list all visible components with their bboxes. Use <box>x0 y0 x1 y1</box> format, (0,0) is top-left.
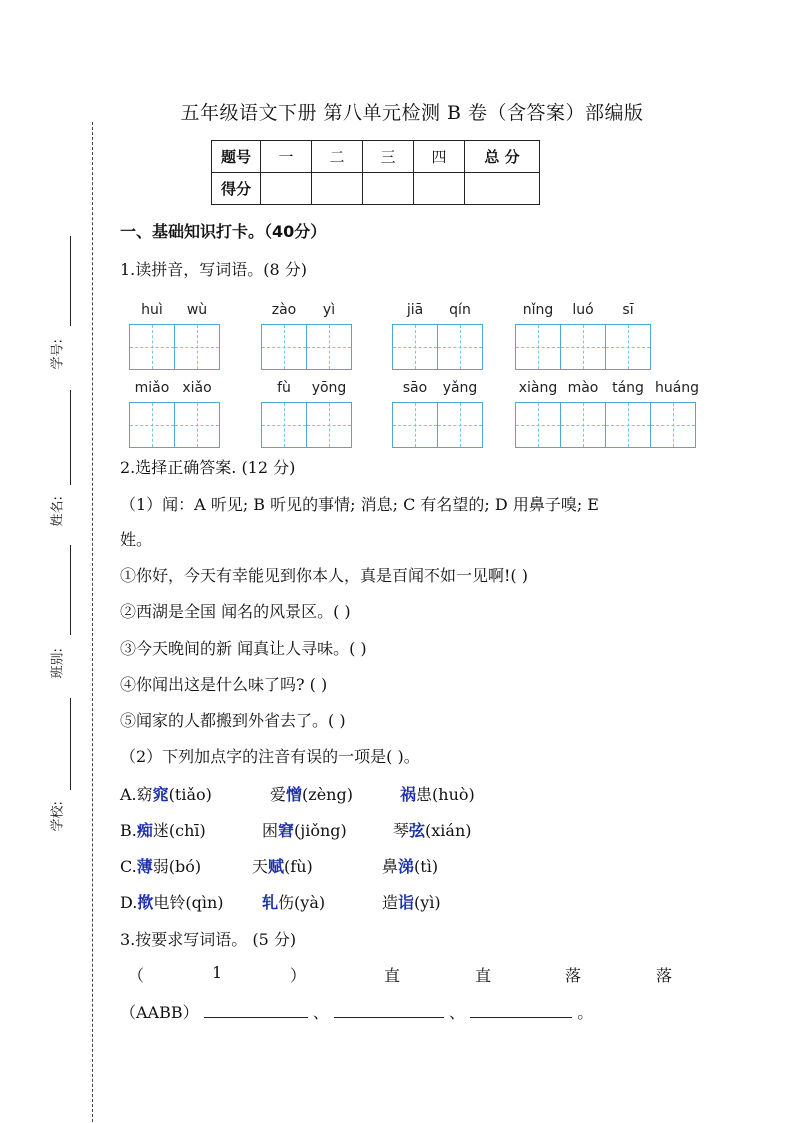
name-label: 姓名: <box>50 496 66 527</box>
class-field <box>40 545 90 695</box>
page-title: 五年级语文下册 第八单元检测 B 卷（含答案）部编版 <box>180 102 644 124</box>
option-a[interactable] <box>120 782 212 805</box>
score-table-header-row <box>212 141 540 173</box>
school-blank[interactable] <box>70 698 71 790</box>
score-row-label: 得分 <box>212 173 261 205</box>
pinyin-label: sāo <box>402 380 428 396</box>
question-2-sub2: （2）下列加点字的注音有误的一项是( )。 <box>120 747 420 766</box>
answer-blank[interactable] <box>334 1002 444 1018</box>
pinyin-annotation: (yà) <box>294 893 326 912</box>
q3-number: 1 <box>212 963 223 982</box>
pinyin-annotation: (tiǎo) <box>168 785 212 804</box>
writing-box[interactable] <box>605 324 651 370</box>
pinyin-label: mào <box>567 380 599 396</box>
pinyin-label: jiā <box>406 302 424 318</box>
q3-paren-close: ） <box>290 966 307 985</box>
pinyin-label: qín <box>449 302 471 318</box>
plain-char: 迷 <box>152 821 169 840</box>
pinyin-annotation: (qìn) <box>185 893 224 912</box>
question-item: ①你好，今天有幸能见到你本人，真是百闻不如一见啊!( ) <box>120 566 529 585</box>
pinyin-annotation: (bó) <box>168 857 202 876</box>
writing-box[interactable] <box>437 402 483 448</box>
dotted-char: 痴 <box>136 821 153 840</box>
pinyin-label: yì <box>322 302 336 318</box>
option-c-word-3 <box>382 854 438 877</box>
pinyin-label: fù <box>277 380 291 396</box>
score-cell[interactable] <box>465 173 540 205</box>
dotted-char: 窘 <box>278 821 295 840</box>
option-prefix: B. <box>120 821 137 840</box>
option-b[interactable] <box>120 818 206 841</box>
option-c-word-2 <box>252 854 313 877</box>
plain-char: 伤 <box>278 893 295 912</box>
writing-box[interactable] <box>261 324 307 370</box>
dotted-char: 揿 <box>137 893 154 912</box>
writing-box[interactable] <box>605 402 651 448</box>
dotted-char: 弦 <box>409 821 426 840</box>
writing-box[interactable] <box>174 324 220 370</box>
score-header-cell: 一 <box>261 141 312 173</box>
student-id-blank[interactable] <box>70 236 71 326</box>
writing-box[interactable] <box>650 402 696 448</box>
writing-box[interactable] <box>306 324 352 370</box>
question-item: ③今天晚间的新 闻真让人寻味。( ) <box>120 639 367 658</box>
writing-box[interactable] <box>515 324 561 370</box>
option-c[interactable] <box>120 854 201 877</box>
writing-box[interactable] <box>129 324 175 370</box>
plain-char: 鼻 <box>382 857 399 876</box>
pinyin-label: luó <box>572 302 594 318</box>
question-1-label: 1.读拼音，写词语。(8 分) <box>120 260 308 279</box>
writing-box[interactable] <box>261 402 307 448</box>
pinyin-annotation: (fù) <box>284 857 313 876</box>
writing-box[interactable] <box>306 402 352 448</box>
score-table <box>211 140 540 205</box>
pinyin-annotation: (jiǒng) <box>294 821 347 840</box>
pinyin-label: nǐng <box>522 302 554 318</box>
school-field <box>40 698 90 848</box>
q3-prefix: （AABB） <box>120 1003 199 1022</box>
score-header-cell: 四 <box>414 141 465 173</box>
writing-box[interactable] <box>560 402 606 448</box>
q3-char: 直 <box>384 966 401 985</box>
dotted-char: 薄 <box>136 857 153 876</box>
question-2-label: 2.选择正确答案. (12 分) <box>120 458 296 477</box>
pinyin-annotation: (zèng) <box>302 785 353 804</box>
plain-char: 困 <box>262 821 279 840</box>
question-item: ④你闻出这是什么味了吗? ( ) <box>120 675 328 694</box>
pinyin-label: yǎng <box>442 380 478 396</box>
plain-char: 患 <box>416 785 433 804</box>
writing-box[interactable] <box>515 402 561 448</box>
section-1-heading: 一、基础知识打卡。（40分） <box>120 222 327 241</box>
option-d-word-2 <box>262 890 325 913</box>
pinyin-label: táng <box>612 380 644 396</box>
writing-box[interactable] <box>392 402 438 448</box>
pinyin-annotation: (xián) <box>425 821 472 840</box>
score-header-cell: 题号 <box>212 141 261 173</box>
option-prefix: A. <box>120 785 137 804</box>
score-header-cell: 三 <box>363 141 414 173</box>
writing-box[interactable] <box>174 402 220 448</box>
class-blank[interactable] <box>70 545 71 635</box>
score-table-score-row <box>212 173 540 205</box>
option-prefix: C. <box>120 857 137 876</box>
plain-char: 窈 <box>136 785 153 804</box>
dotted-char: 祸 <box>400 785 417 804</box>
plain-char: 天 <box>252 857 269 876</box>
plain-char: 造 <box>382 893 399 912</box>
question-item: ⑤闻家的人都搬到外省去了。( ) <box>120 711 346 730</box>
class-label: 班别: <box>50 648 66 679</box>
definition-line: （1）闻：A 听见; B 听见的事情; 消息; C 有名望的; D 用鼻子嗅; E <box>120 495 599 514</box>
q3-char: 落 <box>656 966 673 985</box>
pinyin-label: sī <box>622 302 634 318</box>
writing-box[interactable] <box>560 324 606 370</box>
q3-char: 落 <box>565 966 582 985</box>
pinyin-label: miǎo <box>134 380 170 396</box>
school-label: 学校: <box>50 801 66 832</box>
q3-char: 直 <box>475 966 492 985</box>
plain-char: 琴 <box>393 821 410 840</box>
answer-blank[interactable] <box>470 1002 572 1018</box>
option-d[interactable] <box>120 890 224 913</box>
pinyin-annotation: (huò) <box>432 785 475 804</box>
name-blank[interactable] <box>70 390 71 485</box>
plain-char: 电铃 <box>153 893 186 912</box>
dotted-char: 赋 <box>268 857 285 876</box>
writing-box[interactable] <box>129 402 175 448</box>
separator: 、 <box>449 1003 466 1022</box>
pinyin-label: xiàng <box>518 380 558 396</box>
student-id-field <box>40 236 90 386</box>
question-item: ②西湖是全国 闻名的风景区。( ) <box>120 602 351 621</box>
pinyin-label: huáng <box>654 380 700 396</box>
pinyin-annotation: (tì) <box>414 857 439 876</box>
writing-box[interactable] <box>437 324 483 370</box>
question-3-label: 3.按要求写词语。 (5 分) <box>120 930 297 949</box>
q3-answer-line <box>120 1000 593 1023</box>
separator: 、 <box>312 1003 329 1022</box>
score-header-cell: 总 分 <box>465 141 540 173</box>
cut-line <box>92 122 93 1122</box>
pinyin-label: huì <box>141 302 163 318</box>
q3-paren-open: （ <box>128 966 145 985</box>
dotted-char: 涕 <box>398 857 415 876</box>
pinyin-annotation: (chī) <box>168 821 206 840</box>
plain-char: 弱 <box>152 857 169 876</box>
option-d-word-3 <box>382 890 441 913</box>
pinyin-label: yōng <box>311 380 347 396</box>
dotted-char: 轧 <box>262 893 279 912</box>
definition-line: 姓。 <box>120 530 153 549</box>
score-header-cell: 二 <box>312 141 363 173</box>
option-a-word-3 <box>400 782 475 805</box>
option-prefix: D. <box>120 893 138 912</box>
plain-char: 爱 <box>270 785 287 804</box>
dotted-char: 窕 <box>152 785 169 804</box>
option-a-word-2 <box>270 782 353 805</box>
pinyin-annotation: (yì) <box>414 893 441 912</box>
pinyin-label: zào <box>271 302 297 318</box>
option-b-word-3 <box>393 818 472 841</box>
dotted-char: 憎 <box>286 785 303 804</box>
pinyin-label: xiǎo <box>182 380 212 396</box>
pinyin-label: wù <box>186 302 208 318</box>
dotted-char: 诣 <box>398 893 415 912</box>
score-cell[interactable] <box>363 173 414 205</box>
name-field <box>40 390 90 540</box>
answer-blank[interactable] <box>204 1002 308 1018</box>
student-id-label: 学号: <box>50 339 66 370</box>
option-b-word-2 <box>262 818 347 841</box>
writing-box[interactable] <box>392 324 438 370</box>
score-cell[interactable] <box>312 173 363 205</box>
end-mark: 。 <box>577 1003 594 1022</box>
score-cell[interactable] <box>414 173 465 205</box>
score-cell[interactable] <box>261 173 312 205</box>
